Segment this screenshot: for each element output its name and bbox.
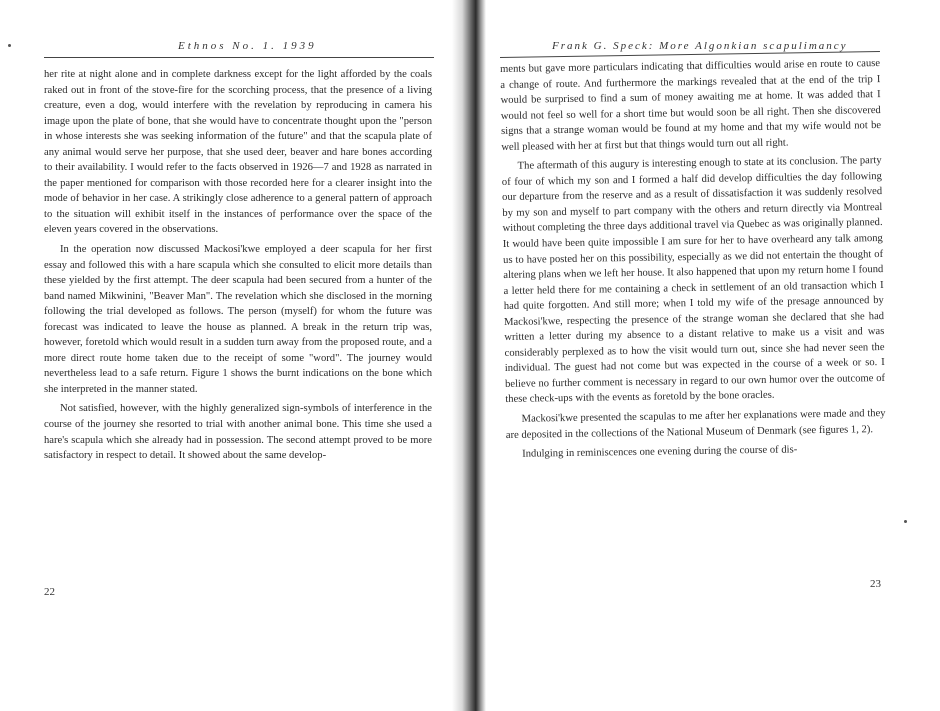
left-page — [0, 0, 458, 711]
left-running-head: Ethnos No. 1. 1939 — [178, 40, 317, 52]
right-paragraph-2: The aftermath of this augury is interesting enough to state at its conclusion. The party of four of which my son and I formed a half did develop difficulties the day following our departure from the reserve and as a result of dissatisfaction it was suddenly resolved by my son and myself to part company with the others and return directly via Montreal without completing the three days additional travel via Quebec as was originally planned. It would have been quite impossible I am sure for her to have overheard any talk among us to have posted her on this possibility, especially as we did not entertain the thought of altering plans when we left her house. It also happened that upon my return home I found a letter held there for me containing a check in settlement of an old transaction which I had quite forgotten. And still more; when I told my wife of the presage announced by Mackosi'kwe, respecting the presence of the strange woman she declared that she had written a letter during my absence to a distant relative to make us a visit and was considerably perplexed as to how the visit would turn out, since she had never seen the individual. The guest had not come but was expected in the course of a week or so. I believe no further comment is necessary in regard to our own humor over the outcome of these check-ups with the events as foretold by the bone oracles. — [501, 155, 886, 406]
scan-speck — [904, 520, 907, 523]
right-paragraph-4: Indulging in reminiscences one evening during the course of dis- — [522, 444, 798, 460]
right-body-text — [500, 56, 886, 463]
left-page-number: 22 — [44, 586, 55, 598]
left-body-text — [44, 67, 432, 464]
right-running-head: Frank G. Speck: More Algonkian scapulimancy — [552, 40, 848, 52]
left-paragraph-1: her rite at night alone and in complete darkness except for the light afforded by the coals raked out in front of the stove-fire for the scorching process, that the presence of a living creature, even a dog, would interfere with the revelation by reproducing in camera his image upon the plate of bone, that she would have to concentrate thought upon the "person in whose interests she was seeking information of the future" and that the scapula plate of any animal would serve her purpose, that she used deer, beaver and hare bones according to their availability. I would refer to the facts observed in 1926—7 and 1928 as narrated in the paper mentioned for comparison with those recorded here for a clearer insight into the mode of behavior in her case. A strikingly close adherence to a general pattern of approach to the situation will exhibit itself in the instances of performance over the space of the eleven years covered in the observations. — [44, 69, 432, 236]
scan-speck — [8, 44, 11, 47]
right-paragraph-1: ments but gave more particulars indicating that difficulties would arise en route to cause a change of route. And furthermore the markings revealed that at the end of the trip I would be surprised to find a sum of money awaiting me at home. It was added that I would not feel so well for a short time but would soon be all right. Then she discovered signs that a strange woman would be found at my home and that my wife would not be well pleased with her at first but that things would turn out all right. — [500, 58, 882, 153]
left-header-rule — [44, 57, 434, 58]
left-paragraph-3: Not satisfied, however, with the highly generalized sign-symbols of interference in the course of the journey she resorted to trial with another animal bone. This time she used a hare's scapula which she already had in possession. The second attempt proved to be more satisfactory in respect to detail. It showed about the same develop- — [44, 403, 432, 462]
left-paragraph-2: In the operation now discussed Mackosi'kwe employed a deer scapula for her first essay and followed this with a hare scapula which she consulted to elicit more details than these yielded by the first attempt. The deer scapula had been secured from a hunter of the band named Mikwinini, "Beaver Man". The revelation which she disclosed in the morning following the trial developed as follows. The person (myself) for whom the future was forecast was indicated to leave the house as planned. A break in the return trip was, however, foretold which would result in a sudden turn away from the proposed route, and a more direct route home taken due to the receipt of some "word". The journey would nevertheless lead to a safe return. Figure 1 shows the burnt indications on the bone which she interpreted in the manner stated. — [44, 244, 432, 395]
right-page — [478, 0, 940, 711]
right-paragraph-3: Mackosi'kwe presented the scapulas to me after her explanations were made and they are deposited in the collections of the National Museum of Denmark (see figures 1, 2). — [505, 408, 886, 441]
right-page-number: 23 — [870, 578, 881, 590]
